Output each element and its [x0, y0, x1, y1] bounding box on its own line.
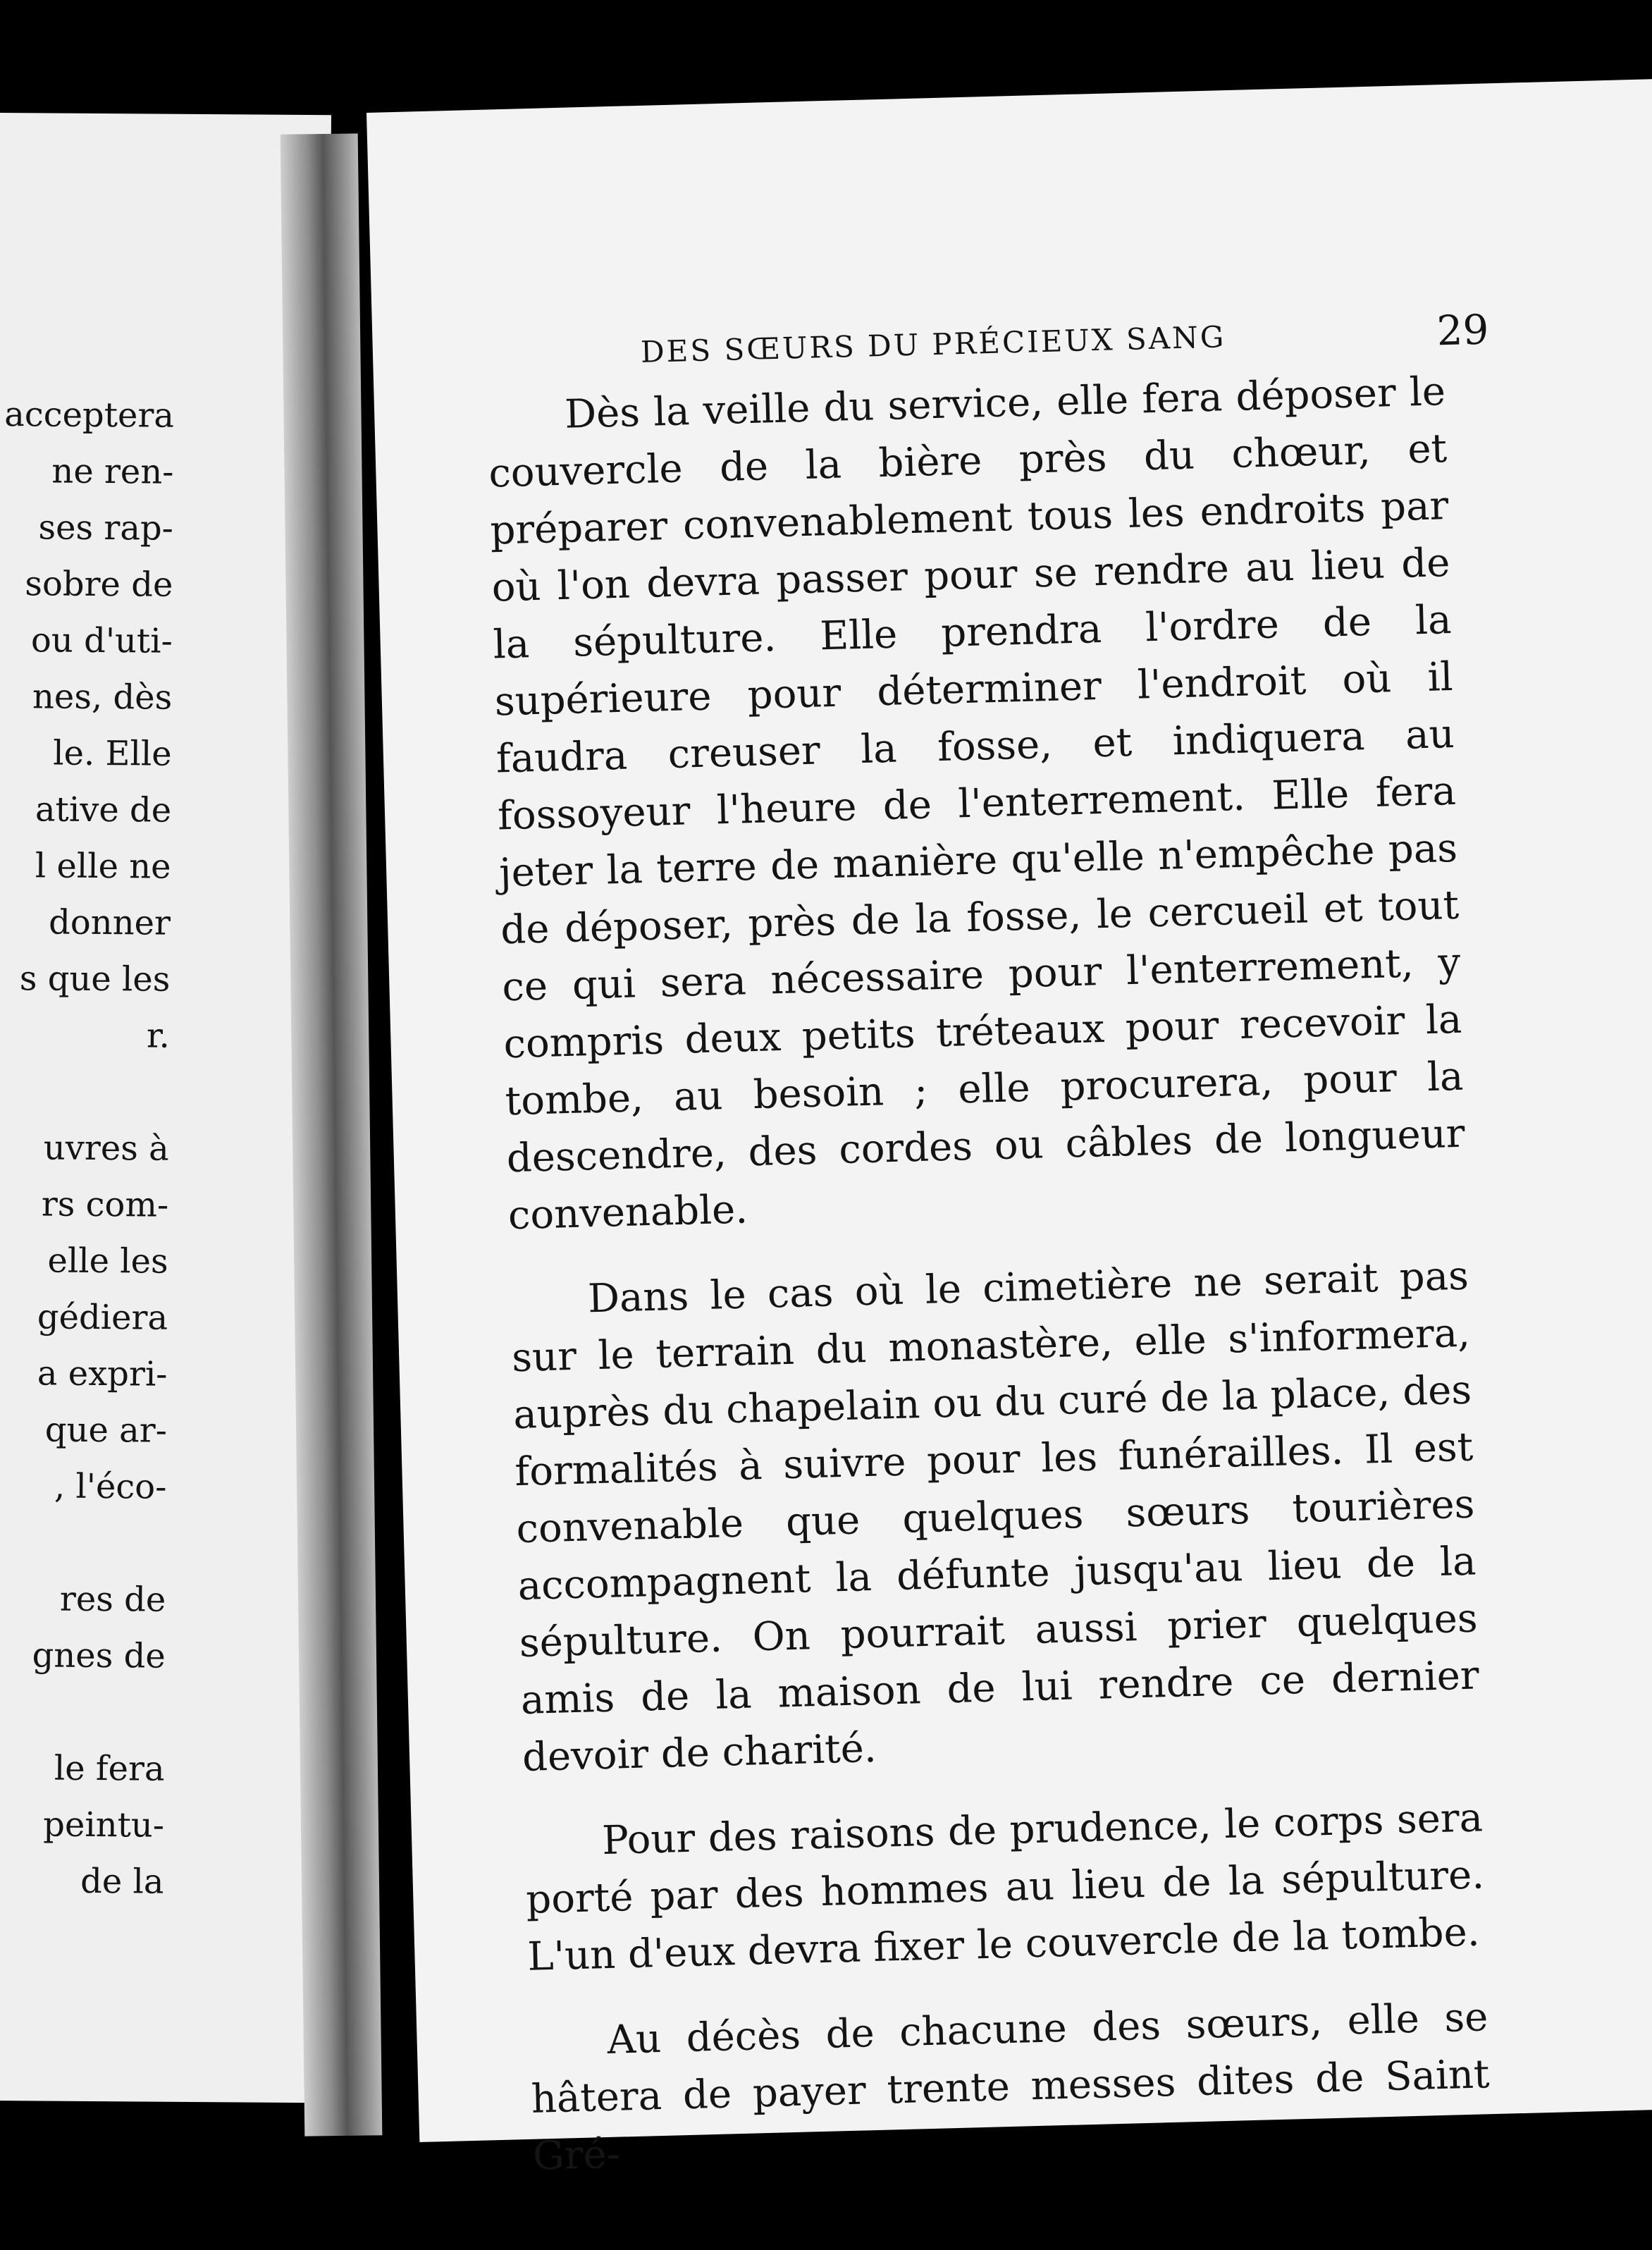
- left-line: elle les: [47, 1241, 168, 1281]
- left-line: peintu-: [43, 1805, 165, 1845]
- left-line: uvres à: [43, 1128, 169, 1169]
- left-line: ative de: [35, 789, 172, 830]
- paragraph: Dans le cas où le cimetière ne serait pas sur le terrain du monastère, elle s'informera, auprès du chapelain ou du curé de la place, des formalités à suivre pour les funérailles. Il est convenable que quelques sœurs tourières accompagnent la défunte jusqu'au lieu de la sépulture. On pourrait aussi prier quelques amis de la maison de lui rendre ce dernier devoir de charité.: [511, 1253, 1480, 1781]
- left-line: l elle ne: [35, 846, 171, 887]
- left-line: , l'éco-: [54, 1466, 167, 1507]
- left-line: de la: [80, 1861, 164, 1902]
- left-line: rs com-: [41, 1184, 169, 1225]
- left-line: r.: [146, 1016, 171, 1056]
- paragraph: Au décès de chacune des sœurs, elle se hâtera de payer trente messes dites de Saint Gré-: [531, 1994, 1491, 2180]
- page-header: [640, 303, 1652, 369]
- paragraph: Dès la veille du service, elle fera déposer le couvercle de la bière près du chœur, et préparer convenablement tous les endroits par où l'on devra passer pour se rendre au lieu de la sépulture. Elle prendra l'ordre de la supérieure pour déterminer l'endroit où il faudra creuser la fosse, et indiquera au fossoyeur l'heure de l'enterrement. Elle fera jeter la terre de manière qu'elle n'empêche pas de déposer, près de la fosse, le cercueil et tout ce qui sera nécessaire pour l'enterrement, y compris deux petits tréteaux pour recevoir la tombe, au besoin ; elle procurera, pour la descendre, des cordes ou câbles de longueur convenable.: [488, 369, 1466, 1239]
- left-line: ses rap-: [38, 508, 174, 548]
- left-line: ou d'uti-: [30, 620, 173, 661]
- left-line: acceptera: [4, 395, 175, 436]
- left-line: nes, dès: [32, 677, 173, 718]
- left-line: [0, 1523, 166, 1524]
- left-line: s que les: [19, 959, 171, 1000]
- left-line: le. Elle: [53, 733, 172, 774]
- left-line: donner: [48, 902, 171, 943]
- left-line: que ar-: [44, 1410, 168, 1451]
- left-line: ne ren-: [51, 451, 174, 492]
- left-line: sobre de: [25, 564, 173, 605]
- left-line: res de: [59, 1579, 166, 1620]
- page-body: [486, 363, 1492, 2213]
- paragraph: Pour des raisons de prudence, le corps sera porté par des hommes au lieu de la sépulture. L'un d'eux devra fixer le couvercle de la tombe.: [525, 1795, 1485, 1980]
- left-line: [0, 1692, 165, 1693]
- left-page: [0, 113, 331, 2103]
- left-line: le fera: [54, 1748, 165, 1789]
- running-head: DES SŒURS DU PRÉCIEUX SANG: [640, 319, 1226, 369]
- left-line: a expri-: [37, 1353, 168, 1394]
- right-page: [366, 79, 1652, 2180]
- left-line: gédiera: [37, 1297, 168, 1338]
- left-line: [0, 1071, 169, 1073]
- page-number: 29: [1436, 305, 1490, 355]
- left-line: gnes de: [32, 1635, 166, 1676]
